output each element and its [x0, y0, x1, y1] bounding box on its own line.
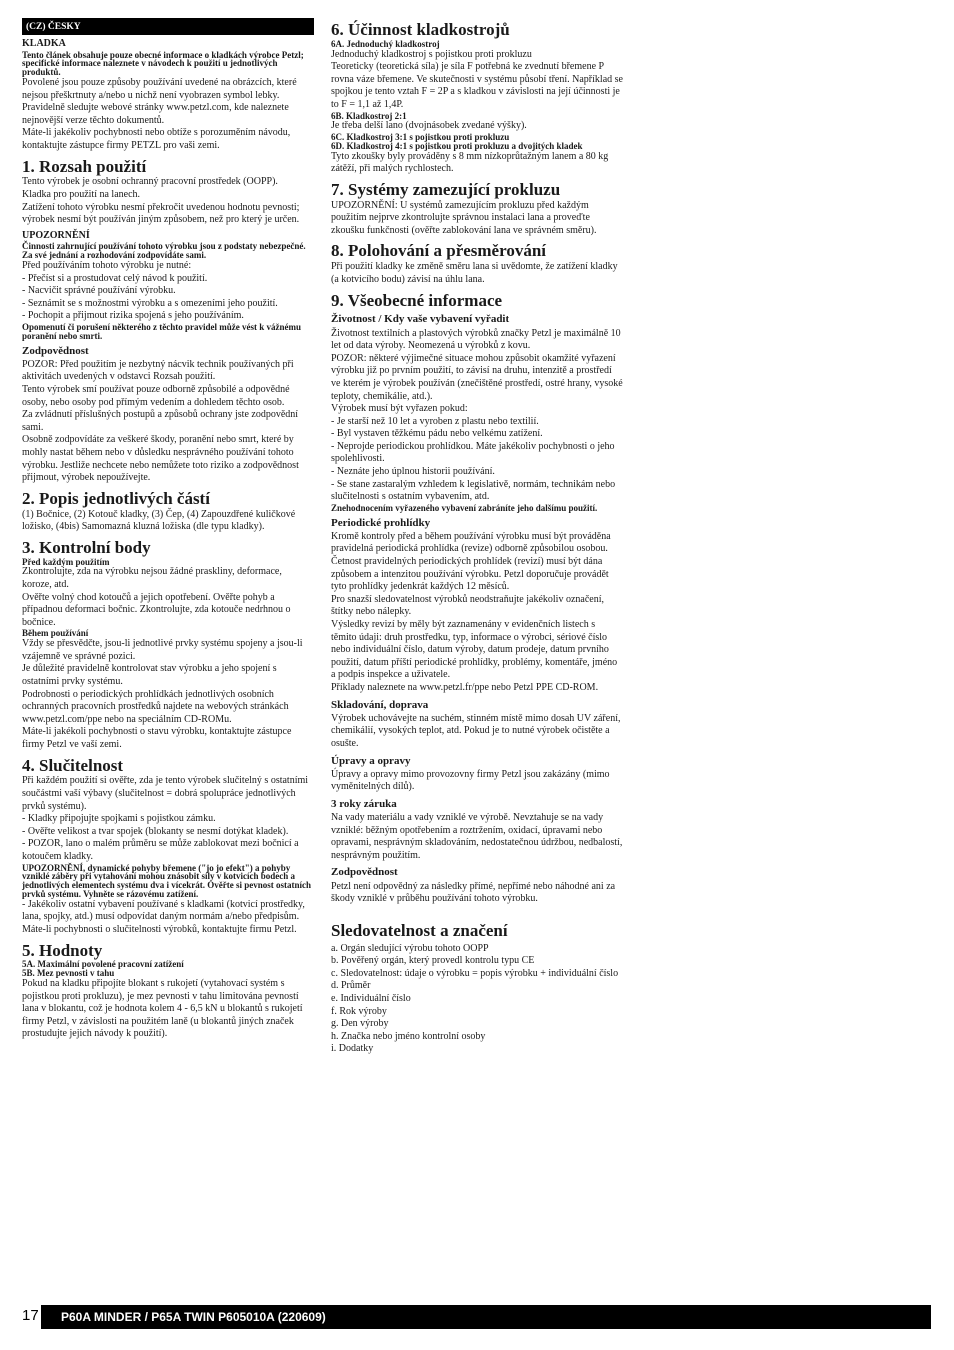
- section-5-title: 5. Hodnoty: [22, 940, 103, 960]
- section-9-para: Výsledky revizí by měly být zaznamenány v evidenčních listech s těmito údaji: druh prostředku, typ, informace o výrobci, sériové číslo nebo individuální číslo, datum výroby, datum prodeje, datum prvního použití, datum příští periodické prohlídky, problémy, komentáře, jméno a podpis inspekce a uživatele.: [331, 619, 618, 681]
- right-column: [331, 18, 623, 1056]
- section-8-title: 8. Polohování a přesměrování: [331, 241, 547, 261]
- section-9-sub: Životnost / Kdy vaše vybavení vyřadit: [331, 313, 510, 326]
- section-4-para: - Ověřte velikost a tvar spojek (blokanty se nesmí dotýkat kladek).: [22, 825, 289, 837]
- section-2-para: (1) Bočnice, (2) Kotouč kladky, (3) Čep, (4) Zapouzdřené kuličkové ložisko, (4bis) Samomazná kluzná ložiska (dle typu kladky).: [22, 508, 296, 533]
- section-9-sub: Periodické prohlídky: [331, 516, 431, 529]
- traceability-item: a. Orgán sledující výrobu tohoto OOPP: [331, 942, 489, 954]
- section-9-para: Příklady naleznete na www.petzl.fr/ppe nebo Petzl PPE CD-ROM.: [331, 681, 599, 693]
- section-9-para: Petzl není odpovědný za následky přímé, nepřímé nebo náhodné ani za škody vzniklé v průběhu používání tohoto výrobku.: [331, 880, 616, 905]
- section-3-para: Podrobnosti o periodických prohlídkách jednotlivých osobních ochranných pracovních prostředků najdete na webových stránkách www.petzl.com/ppe nebo na speciálním CD-ROMu.: [22, 688, 289, 725]
- section-3-para: Ověřte volný chod kotoučů a jejich opotřebení. Ověřte pohyb a případnou deformaci bočnic. Zkontrolujte, zda kotouče nedrhnou o bočnice.: [22, 591, 291, 628]
- section-9-para: Výrobek uchovávejte na suchém, stinném místě mimo dosah UV záření, chemikálií, vysokých teplot, atd. Pokud je to nutné výrobek očistěte a osušte.: [331, 712, 621, 749]
- warning-bold: Činnosti zahrnující používání tohoto výrobku jsou z podstaty nebezpečné.: [22, 241, 306, 252]
- section-5-para: Pokud na kladku připojíte blokant s rukojetí (vytahovací systém s pojistkou proti prokluzu), je mez pevnosti v tahu limitována pevností lana v blokantu, což je hodnota kolem 4 - 6,5 kN u blokantů s rukojetí firmy Petzl, v závislosti na použitém laně (u blokantů jiných značek prostudujte jejich návody k použití).: [22, 978, 303, 1040]
- section-9-para: Úpravy a opravy mimo provozovny firmy Petzl jsou zakázány (mimo vyměnitelných dílů).: [331, 768, 610, 793]
- section-3-sub: Během používání: [22, 628, 89, 639]
- traceability-item: g. Den výroby: [331, 1018, 389, 1030]
- traceability-item: d. Průměr: [331, 980, 371, 992]
- traceability-item: i. Dodatky: [331, 1043, 374, 1055]
- section-6-title: 6. Účinnost kladkostrojů: [331, 20, 510, 39]
- section-6-sub: 6D. Kladkostroj 4:1 s pojistkou proti prokluzu a dvojitých kladek: [331, 140, 583, 151]
- section-6-para: Teoreticky (teoretická síla) je síla F potřebná ke zvednutí břemene P rovna váze břemene. Ve skutečnosti v systému působí tření. Například se spojkou je tento vztah F = 2P a s kladkou v závislosti na její účinnosti je to F = 1,1 až 1,4P.: [331, 61, 623, 111]
- section-9-sub: Úpravy a opravy: [331, 754, 411, 767]
- intro-bold: Tento článek obsahuje pouze obecné informace o kladkách výrobce Petzl; specifické informace naleznete v návodech k použití u jednotlivých produktů.: [22, 49, 304, 78]
- section-9-para: - Neznáte jeho úplnou historii používání.: [331, 466, 495, 478]
- section-9-title: 9. Všeobecné informace: [331, 290, 503, 310]
- section-4-para: - POZOR, lano o malém průměru se může zablokovat mezi bočnicí a kotoučem kladky.: [22, 838, 299, 862]
- warning-line: - Pochopit a přijmout rizika spojená s jeho používáním.: [22, 310, 244, 322]
- section-1-para: Zatížení tohoto výrobku nesmí překročit uvedenou hodnotu pevnosti; výrobek nesmí být používán jiným způsobem, než pro který je určen.: [22, 201, 300, 226]
- section-9-sub: 3 roky záruka: [331, 797, 397, 810]
- traceability-item: b. Pověřený orgán, který provedl kontrolu typu CE: [331, 955, 535, 967]
- left-column: [22, 18, 314, 1041]
- section-9-para: - Neprojde periodickou prohlídkou. Máte jakékoliv pochybnosti o jeho spolehlivosti.: [331, 440, 615, 465]
- intro-para: Máte-li jakékoliv pochybnosti nebo obtíže s porozuměním návodu, kontaktujte zástupce firmy PETZL pro vaši zemi.: [22, 127, 291, 151]
- section-9-sub: Zodpovědnost: [331, 866, 398, 879]
- traceability-item: h. Značka nebo jméno kontrolní osoby: [331, 1030, 486, 1042]
- section-6-para: Je třeba delší lano (dvojnásobek zvedané výšky).: [331, 120, 527, 132]
- section-9-para: Životnost textilních a plastových výrobků značky Petzl je maximálně 10 let od data výroby. Neomezená u výrobků z kovu.: [331, 327, 621, 352]
- warning-bold: Opomenutí či porušení některého z těchto pravidel může vést k vážnému poranění nebo smrti.: [22, 322, 301, 341]
- warning-line: - Seznámit se s možnostmi výrobku a s omezeními jeho použití.: [22, 297, 278, 309]
- responsibility-title: Zodpovědnost: [22, 344, 89, 357]
- section-9-bold: Znehodnocením vyřazeného vybavení zabráníte jeho dalšímu použití.: [331, 502, 598, 513]
- section-9-para: Na vady materiálu a vady vzniklé ve výrobě. Nevztahuje se na vady vzniklé: běžným opotřebením a roztržením, oxidací, úpravami nebo opravami, nesprávným skladováním, nedostatečnou údržbou, nedbalostí, nesprávným použitím.: [331, 812, 623, 861]
- warning-bold: Za své jednání a rozhodování zodpovídáte sami.: [22, 250, 207, 261]
- section-6-para: Jednoduchý kladkostroj s pojistkou proti prokluzu: [331, 48, 532, 60]
- section-4-para: Máte-li pochybnosti o slučitelnosti výrobků, kontaktujte firmu Petzl.: [22, 924, 297, 935]
- section-9-para: Kromě kontroly před a během používání výrobku musí být prováděna pravidelná periodická prohlídka (revize) odborně způsobilou osobou. Četnost pravidelných periodických prohlídek (revizí) musí být dána způsobem a intenzitou používání výrobku. Petzl doporučuje provádět tyto prohlídky jedenkrát každých 12 měsíců.: [331, 530, 611, 593]
- warning-line: Před používáním tohoto výrobku je nutné:: [22, 260, 192, 272]
- intro-para: Pravidelně sledujte webové stránky www.petzl.com, kde naleznete nejnovější verze těchto dokumentů.: [22, 102, 289, 126]
- footer-title: P60A MINDER / P65A TWIN P605010A (220609): [41, 1305, 931, 1329]
- section-7-para: UPOZORNĚNÍ: U systémů zamezujícím prokluzu před každým použitím nejprve zkontrolujte správnou instalaci lana a proveďte zkoušku funkčnosti (ověřte zablokování lana ve správném směru).: [331, 199, 597, 236]
- section-2-title: 2. Popis jednotlivých částí: [22, 488, 210, 508]
- kladka-title: KLADKA: [22, 38, 66, 49]
- section-4-para: - Jakékoliv ostatní vybavení používané s kladkami (kotvicí prostředky, lana, spojky, atd.) musí odpovídat daným normám a/nebo předpisům.: [22, 898, 305, 923]
- traceability-item: f. Rok výroby: [331, 1005, 387, 1017]
- section-6-para: Tyto zkoušky byly prováděny s 8 mm nízkoprůtažným lanem a 80 kg zátěží, při malých rychlostech.: [331, 150, 609, 175]
- intro-para: Povolené jsou pouze způsoby používání uvedené na obrázcích, které nejsou přeškrtnuty a/nebo u nichž není vyobrazen symbol lebky.: [22, 77, 297, 101]
- section-9-para: - Se stane zastaralým vzhledem k legislativě, normám, technikám nebo slučitelnosti s ostatním vybavením, atd.: [331, 478, 616, 503]
- section-3-title: 3. Kontrolní body: [22, 537, 151, 557]
- section-8-para: Při použití kladky ke změně směru lana si uvědomte, že zatížení kladky (a kotvicího bodu) závisí na úhlu lana.: [331, 261, 618, 285]
- traceability-item: e. Individuální číslo: [331, 992, 411, 1004]
- responsibility-para: POZOR: Před použitím je nezbytný nácvik technik používaných při aktivitách uvedených v odstavci Rozsah použití.: [22, 358, 294, 383]
- section-4-para: Při každém použití si ověřte, zda je tento výrobek slučitelný s ostatními součástmi vaší výbavy (slučitelnost = dobrá spolupráce jednotlivých prvků systému).: [22, 775, 309, 812]
- warning-line: - Přečíst si a prostudovat celý návod k použití.: [22, 272, 208, 284]
- traceability-title: Sledovatelnost a značení: [331, 920, 508, 940]
- warning-title: UPOZORNĚNÍ: [22, 229, 90, 241]
- section-1-para: Tento výrobek je osobní ochranný pracovní prostředek (OOPP).: [22, 176, 278, 188]
- page-footer: [22, 1305, 931, 1329]
- responsibility-para: Tento výrobek smí používat pouze odborně způsobilé a odpovědné osoby, nebo osoby pod přímým vedením a dohledem těchto osob.: [22, 384, 290, 408]
- section-3-para: Zkontrolujte, zda na výrobku nejsou žádné praskliny, deformace, koroze, atd.: [22, 566, 282, 591]
- section-3-sub: Před každým použitím: [22, 556, 110, 567]
- section-3-para: Máte-li jakékoli pochybnosti o stavu výrobku, kontaktujte zástupce firmy Petzl ve vaší zemi.: [22, 726, 292, 750]
- section-4-title: 4. Slučitelnost: [22, 755, 124, 775]
- section-6-sub: 6A. Jednoduchý kladkostroj: [331, 38, 440, 49]
- section-9-sub: Skladování, doprava: [331, 698, 429, 711]
- section-5-bold: 5B. Mez pevnosti v tahu: [22, 968, 115, 979]
- responsibility-para: Osobně zodpovídáte za veškeré škody, poranění nebo smrt, které by mohly nastat během nebo v důsledku nesprávného používání tohoto výrobku. Jestliže nechcete nebo nemůžete toto riziko a zodpovědnost přijmout, výrobek nepoužívejte.: [22, 434, 299, 484]
- section-7-title: 7. Systémy zamezující prokluzu: [331, 179, 561, 199]
- section-4-para: - Kladky připojujte spojkami s pojistkou zámku.: [22, 813, 216, 825]
- section-1-title: 1. Rozsah použití: [22, 156, 147, 176]
- section-9-para: Výrobek musí být vyřazen pokud:: [331, 403, 468, 415]
- section-9-para: - Je starší než 10 let a vyroben z plastu nebo textilií.: [331, 415, 539, 427]
- section-3-para: Vždy se přesvědčte, jsou-li jednotlivé prvky systému spojeny a jsou-li vzájemně ve správné pozici.: [22, 638, 303, 662]
- warning-line: - Nacvičit správné používání výrobku.: [22, 285, 176, 297]
- section-4-bold: UPOZORNĚNÍ, dynamické pohyby břemene ("jo jo efekt") a pohyby vzniklé záběry při vytahování mohou znásobit síly v kotvicích bodech a jednotlivých elementech systému dva i vícekrát. Ověřte si pevnost ostatních prvků systému. Vyhněte se rázovému zatížení.: [22, 862, 311, 899]
- section-9-para: - Byl vystaven těžkému pádu nebo velkému zatížení.: [331, 428, 543, 440]
- page-number: 17: [22, 1307, 39, 1324]
- section-6-sub: 6C. Kladkostroj 3:1 s pojistkou proti prokluzu: [331, 132, 510, 143]
- responsibility-para: Za zvládnutí příslušných postupů a způsobů ochrany jste zodpovědní sami.: [22, 409, 299, 433]
- section-9-para: Pro snazší sledovatelnost výrobků neodstraňujte jakékoliv označení, štítky nebo nálepky.: [331, 593, 604, 618]
- traceability-item: c. Sledovatelnost: údaje o výrobku = popis výrobku + individuální číslo: [331, 967, 619, 979]
- section-9-para: POZOR: některé výjimečné situace mohou způsobit okamžité vyřazení výrobku již po prvním použití, to závisí na druhu, intenzitě a prostředí ve kterém je výrobek používán (znečištěné prostředí, ostré hrany, vysoké teploty, chemikálie, atd.).: [331, 352, 623, 402]
- section-1-para: Kladka pro použití na lanech.: [22, 189, 141, 201]
- language-header: (CZ) ČESKY: [22, 18, 314, 35]
- section-6-sub: 6B. Kladkostroj 2:1: [331, 110, 407, 121]
- section-5-bold: 5A. Maximální povolené pracovní zatížení: [22, 959, 184, 970]
- section-3-para: Je důležité pravidelně kontrolovat stav výrobku a jeho spojení s ostatními prvky systému.: [22, 663, 277, 687]
